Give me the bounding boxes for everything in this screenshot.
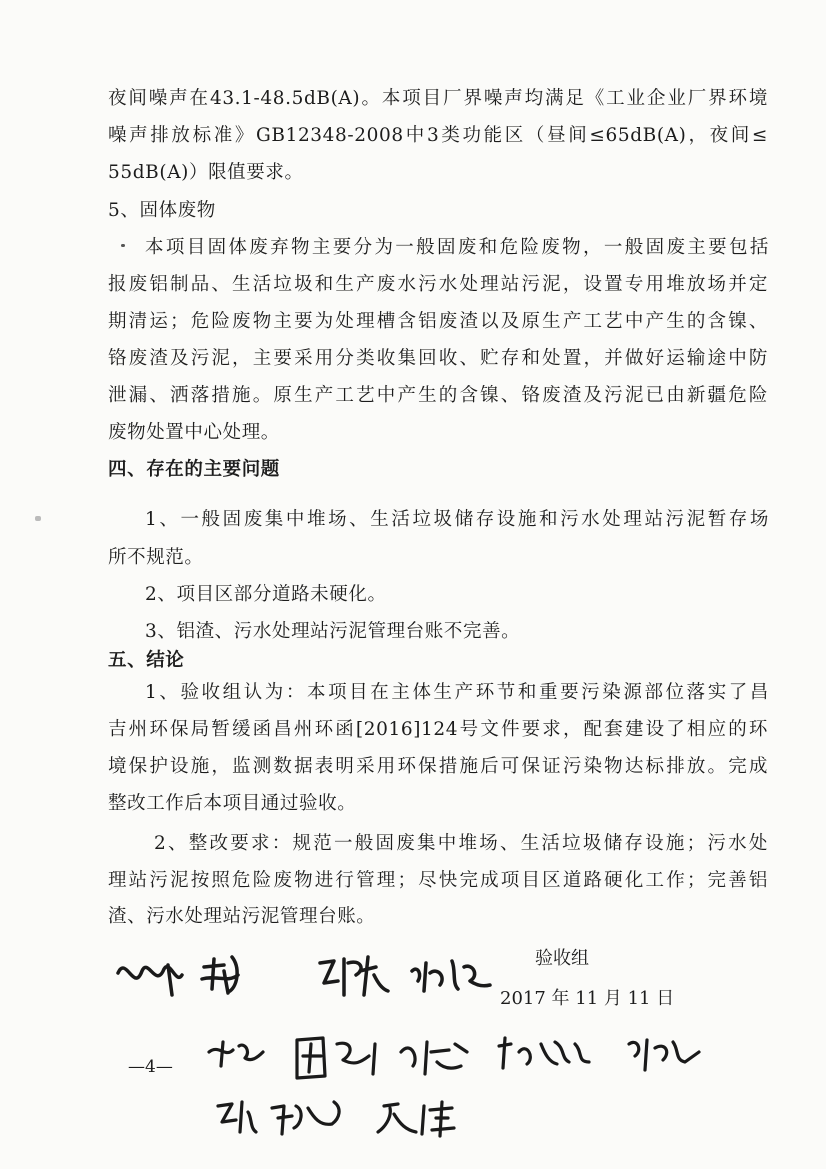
body-line: 渣、污水处理站污泥管理台账。: [108, 906, 376, 927]
body-line: 55dB(A)）限值要求。: [108, 162, 304, 183]
body-line: 铬废渣及污泥，主要采用分类收集回收、贮存和处置，并做好运输途中防: [108, 348, 768, 369]
scan-speck: [121, 244, 125, 247]
signature-row-2: [205, 1022, 715, 1088]
body-line: 噪声排放标准》GB12348-2008中3类功能区（昼间≤65dB(A)，夜间≤: [108, 125, 768, 146]
section-subheading: 5、固体废物: [108, 200, 216, 221]
body-line: 本项目固体废弃物主要分为一般固废和危险废物，一般固废主要包括: [145, 237, 769, 258]
body-line: 废物处置中心处理。: [108, 422, 280, 443]
body-line: 1、一般固废集中堆场、生活垃圾储存设施和污水处理站污泥暂存场: [145, 509, 769, 530]
section-heading-conclusion: 五、结论: [108, 650, 185, 671]
page-number: —4—: [128, 1057, 173, 1077]
body-line: 2、项目区部分道路未硬化。: [145, 584, 387, 605]
body-line: 所不规范。: [108, 547, 204, 568]
body-line: 吉州环保局暂缓函昌州环函[2016]124号文件要求，配套建设了相应的环: [108, 719, 768, 740]
body-line: 泄漏、洒落措施。原生产工艺中产生的含镍、铬废渣及污泥已由新疆危险: [108, 385, 768, 406]
body-line: 理站污泥按照危险废物进行管理；尽快完成项目区道路硬化工作；完善铝: [108, 870, 768, 891]
section-heading-problems: 四、存在的主要问题: [108, 459, 280, 480]
body-line: 2、整改要求：规范一般固废集中堆场、生活垃圾储存设施；污水处: [154, 833, 768, 854]
body-line: 报废铝制品、生活垃圾和生产废水污水处理站污泥，设置专用堆放场并定: [108, 274, 768, 295]
body-line: 3、铝渣、污水处理站污泥管理台账不完善。: [145, 621, 521, 642]
body-line: 整改工作后本项目通过验收。: [108, 793, 357, 814]
acceptance-group-label: 验收组: [535, 948, 589, 969]
signature-row-1: [112, 945, 532, 1005]
body-line: 期清运；危险废物主要为处理槽含铝废渣以及原生产工艺中产生的含镍、: [108, 311, 768, 332]
signature-row-3: [212, 1088, 472, 1144]
body-line: 夜间噪声在43.1-48.5dB(A)。本项目厂界噪声均满足《工业企业厂界环境: [108, 88, 768, 109]
scan-speck: [35, 516, 41, 521]
body-line: 1、验收组认为：本项目在主体生产环节和重要污染源部位落实了昌: [145, 682, 769, 703]
signing-date: 2017 年 11 月 11 日: [500, 988, 675, 1009]
body-line: 境保护设施，监测数据表明采用环保措施后可保证污染物达标排放。完成: [108, 756, 768, 777]
